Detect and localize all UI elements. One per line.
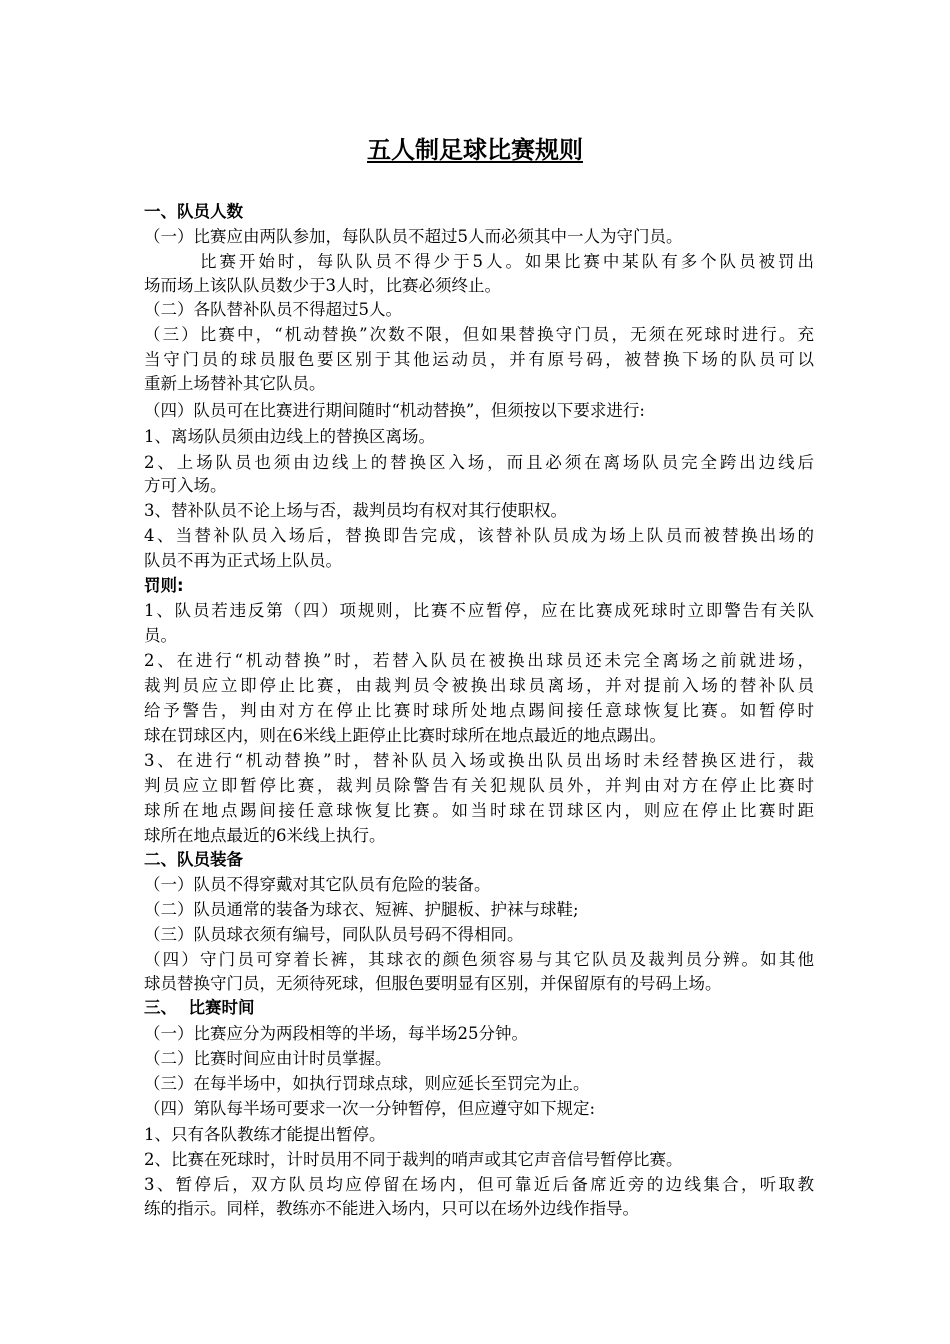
paragraph-line: 重新上场替补其它队员。	[144, 374, 326, 393]
paragraph-line: 判员应立即暂停比赛，裁判员除警告有关犯规队员外，并判由对方在停止比赛时	[144, 776, 814, 795]
section-heading-equipment: 二、队员装备	[144, 850, 243, 869]
paragraph-line: 练的指示。同样，教练亦不能进入场内，只可以在场外边线作指导。	[144, 1199, 639, 1218]
paragraph-line: （二）比赛时间应由计时员掌握。	[144, 1049, 392, 1068]
section-heading-match-time: 三、 比赛时间	[144, 998, 255, 1017]
section-heading-players: 一、队员人数	[144, 202, 243, 221]
paragraph-line: （二）队员通常的装备为球衣、短裤、护腿板、护袜与球鞋;	[144, 900, 579, 919]
paragraph-line: （三）队员球衣须有编号，同队队员号码不得相同。	[144, 925, 524, 944]
paragraph-line: 队员不再为正式场上队员。	[144, 551, 342, 570]
paragraph-line: 给予警告，判由对方在停止比赛时球所处地点踢间接任意球恢复比赛。如暂停时	[144, 701, 814, 720]
paragraph-line: 当守门员的球员服色要区别于其他运动员，并有原号码，被替换下场的队员可以	[144, 350, 814, 369]
paragraph-line: 球在罚球区内，则在6米线上距停止比赛时球所在地点最近的地点踢出。	[144, 726, 666, 745]
document-title: 五人制足球比赛规则	[367, 136, 583, 164]
penalty-heading: 罚则:	[144, 576, 184, 595]
paragraph-line: 场而场上该队队员数少于3人时，比赛必须终止。	[144, 276, 501, 295]
paragraph-line: （四）第队每半场可要求一次一分钟暂停，但应遵守如下规定:	[144, 1099, 596, 1118]
paragraph-line: 方可入场。	[144, 476, 227, 495]
paragraph-line: 比赛开始时，每队队员不得少于5人。如果比赛中某队有多个队员被罚出	[200, 252, 814, 271]
paragraph-line: 4、当替补队员入场后，替换即告完成，该替补队员成为场上队员而被替换出场的	[144, 526, 814, 545]
paragraph-line: 1、只有各队教练才能提出暂停。	[144, 1125, 386, 1144]
paragraph-line: （一）队员不得穿戴对其它队员有危险的装备。	[144, 875, 491, 894]
paragraph-line: （二）各队替补队员不得超过5人。	[144, 300, 402, 319]
paragraph-line: 1、离场队员须由边线上的替换区离场。	[144, 427, 435, 446]
paragraph-line: 3、暂停后，双方队员均应停留在场内，但可靠近后备席近旁的边线集合，听取教	[144, 1175, 814, 1194]
paragraph-line: 1、队员若违反第（四）项规则，比赛不应暂停，应在比赛成死球时立即警告有关队	[144, 601, 814, 620]
paragraph-line: 2、上场队员也须由边线上的替换区入场，而且必须在离场队员完全跨出边线后	[144, 453, 814, 472]
paragraph-line: 员。	[144, 626, 177, 645]
paragraph-line: 3、替补队员不论上场与否，裁判员均有权对其行使职权。	[144, 501, 567, 520]
paragraph-line: 球所在地点踢间接任意球恢复比赛。如当时球在罚球区内，则应在停止比赛时距	[144, 801, 814, 820]
paragraph-line: （一）比赛应分为两段相等的半场，每半场25分钟。	[144, 1024, 528, 1043]
paragraph-line: 2、在进行“机动替换”时，若替入队员在被换出球员还未完全离场之前就进场，	[144, 651, 814, 670]
paragraph-line: （三）在每半场中，如执行罚球点球，则应延长至罚完为止。	[144, 1074, 590, 1093]
paragraph-line: 3、在进行“机动替换”时，替补队员入场或换出队员出场时未经替换区进行，裁	[144, 751, 814, 770]
paragraph-line: 裁判员应立即停止比赛，由裁判员令被换出球员离场，并对提前入场的替补队员	[144, 676, 814, 695]
paragraph-line: （三）比赛中，“机动替换”次数不限，但如果替换守门员，无须在死球时进行。充	[144, 325, 814, 344]
paragraph-line: 2、比赛在死球时，计时员用不同于裁判的哨声或其它声音信号暂停比赛。	[144, 1150, 683, 1169]
paragraph-line: 球所在地点最近的6米线上执行。	[144, 826, 386, 845]
paragraph-line: （四）守门员可穿着长裤，其球衣的颜色须容易与其它队员及裁判员分辨。如其他	[144, 950, 814, 969]
paragraph-line: （四）队员可在比赛进行期间随时“机动替换”，但须按以下要求进行:	[144, 401, 645, 420]
paragraph-line: （一）比赛应由两队参加，每队队员不超过5人而必须其中一人为守门员。	[144, 227, 683, 246]
paragraph-line: 球员替换守门员，无须待死球，但服色要明显有区别，并保留原有的号码上场。	[144, 974, 722, 993]
